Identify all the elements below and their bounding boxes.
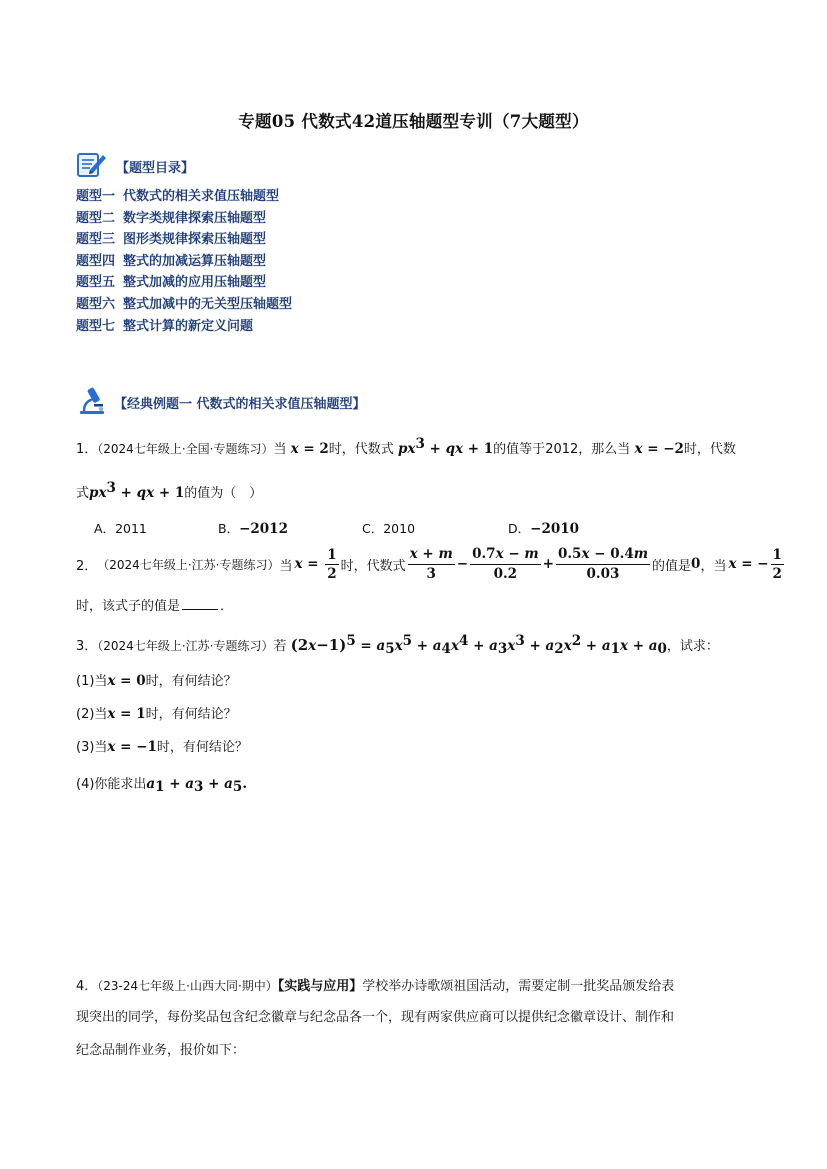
- microscope-icon: [76, 385, 108, 419]
- question-1-line-1: 1．（2024七年级上·全国·专题练习）当 x = 2时，代数式 $px^3$ + qx + 1的值等于2012，那么当 x = −2时，代数: [76, 436, 736, 457]
- question-3-part-4: (4)你能求出$a_1 + a_3 + a_5$.: [76, 776, 248, 795]
- question-4-line-2: 现突出的同学，每份奖品包含纪念徽章与纪念品各一个，现有两家供应商可以提供纪念徽章设计、制作和: [76, 1010, 675, 1025]
- toc-list: [76, 186, 292, 337]
- toc-header: [76, 151, 194, 181]
- toc-heading: 【题型目录】: [116, 160, 195, 176]
- question-3-line-1: 3．（2024七年级上·江苏·专题练习）若 $(2x-1)^5 = a_5x^5 + a_4x^4 + a_3x^3 + a_2x^2 + a_1x + a_0$，试求：: [76, 633, 719, 657]
- answer-blank[interactable]: [182, 597, 218, 610]
- option-b[interactable]: B．−2012: [218, 521, 288, 537]
- option-c[interactable]: C．2010: [362, 521, 416, 536]
- option-a[interactable]: A．2011: [94, 521, 147, 536]
- toc-item[interactable]: 题型六 整式加减中的无关型压轴题型: [76, 296, 293, 312]
- question-4-line-3: 纪念品制作业务，报价如下：: [76, 1043, 246, 1058]
- option-d[interactable]: D．−2010: [508, 521, 580, 537]
- toc-item[interactable]: 题型二 数字类规律探索压轴题型: [76, 210, 267, 226]
- question-3-part-3: (3)当x = −1时，有何结论？: [76, 739, 248, 755]
- toc-item[interactable]: 题型五 整式加减的应用压轴题型: [76, 275, 267, 291]
- question-3-part-1: (1)当x = 0时，有何结论？: [76, 673, 237, 689]
- question-3-part-2: (2)当x = 1时，有何结论？: [76, 706, 237, 722]
- example-heading: 【经典例题一 代数式的相关求值压轴题型】: [114, 396, 366, 412]
- question-4-line-1: 4．（23-24七年级上·山西大同·期中）【实践与应用】学校举办诗歌颂祖国活动，需要定制一批奖品颁发给表: [76, 979, 675, 994]
- question-2-line-2: 时，该式子的值是 ．: [76, 599, 234, 614]
- toc-item[interactable]: 题型七 整式计算的新定义问题: [76, 318, 254, 334]
- notepad-pencil-icon: [76, 150, 108, 182]
- toc-item[interactable]: 题型一 代数式的相关求值压轴题型: [76, 189, 280, 204]
- question-2-line-1: 2． （2024七年级上·江苏·专题练习） 当 x = $\frac{1}{2}$ 时，代数式 $\frac{x + m}{3}$ − $\frac{0.7x - m}{0.2}$ + $\frac{0.5x - 0.4m}{0.03}$ 的值是 0 ，当 x = − $\frac{1}{2}$: [76, 546, 782, 582]
- question-1-line-2: 式$px^3$ + qx + 1的值为（ ）: [76, 480, 263, 501]
- example-header: [76, 386, 366, 418]
- toc-item[interactable]: 题型四 整式的加减运算压轴题型: [76, 253, 267, 269]
- page-title: 专题05 代数式42道压轴题型专训（7大题型）: [238, 112, 589, 131]
- toc-item[interactable]: 题型三 图形类规律探索压轴题型: [76, 232, 267, 248]
